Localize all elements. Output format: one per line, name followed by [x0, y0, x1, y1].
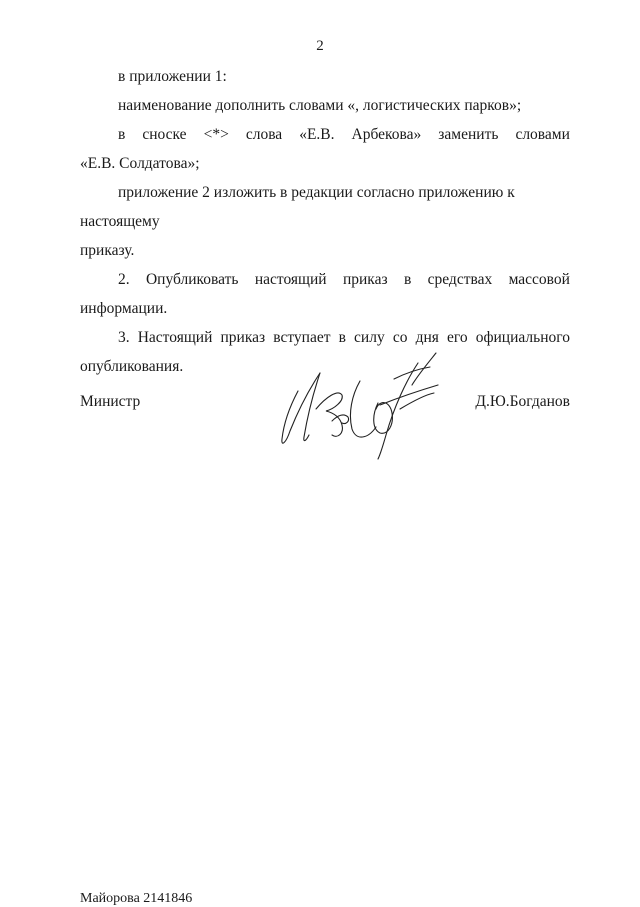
document-body	[80, 62, 570, 381]
word: Опубликовать	[145, 271, 239, 288]
word: слова	[245, 126, 283, 143]
text-line: наименование дополнить словами «, логистических парков»;	[118, 97, 522, 114]
word: средствах	[427, 271, 493, 288]
text-line: информации.	[80, 300, 168, 317]
word: Настоящий	[137, 329, 213, 346]
word: заменить	[438, 126, 499, 143]
text-line-justified	[80, 265, 570, 294]
handwritten-signature	[268, 351, 468, 461]
word: 2.	[118, 271, 130, 288]
signature-block	[80, 393, 570, 473]
text-line-justified	[80, 323, 570, 352]
text-line: приказу.	[80, 242, 135, 259]
word: приказ	[220, 329, 266, 346]
page-number: 2	[316, 38, 324, 54]
word: силу	[354, 329, 385, 346]
word: 3.	[118, 329, 130, 346]
text-line: приложение 2 изложить в редакции согласно приложению к настоящему	[80, 184, 515, 230]
signatory-name: Д.Ю.Богданов	[475, 393, 570, 410]
word: настоящий	[254, 271, 327, 288]
word: сноске	[142, 126, 187, 143]
word: в	[403, 271, 412, 288]
word: Арбекова»	[351, 126, 422, 143]
word: «Е.В.	[299, 126, 335, 143]
word: со	[392, 329, 408, 346]
word: дня	[415, 329, 439, 346]
text-line: в приложении 1:	[118, 68, 227, 85]
word: приказ	[342, 271, 388, 288]
text-line: «Е.В. Солдатова»;	[80, 155, 200, 172]
word: в	[118, 126, 126, 143]
word: вступает	[273, 329, 331, 346]
text-line: опубликования.	[80, 358, 184, 375]
footer-text: Майорова 2141846	[80, 891, 193, 906]
signatory-role: Министр	[80, 393, 141, 410]
text-line-justified	[80, 120, 570, 149]
word: его	[447, 329, 468, 346]
word: словами	[515, 126, 570, 143]
word: в	[338, 329, 346, 346]
word: <*>	[203, 126, 229, 143]
word: массовой	[508, 271, 570, 288]
word: официального	[475, 329, 570, 346]
